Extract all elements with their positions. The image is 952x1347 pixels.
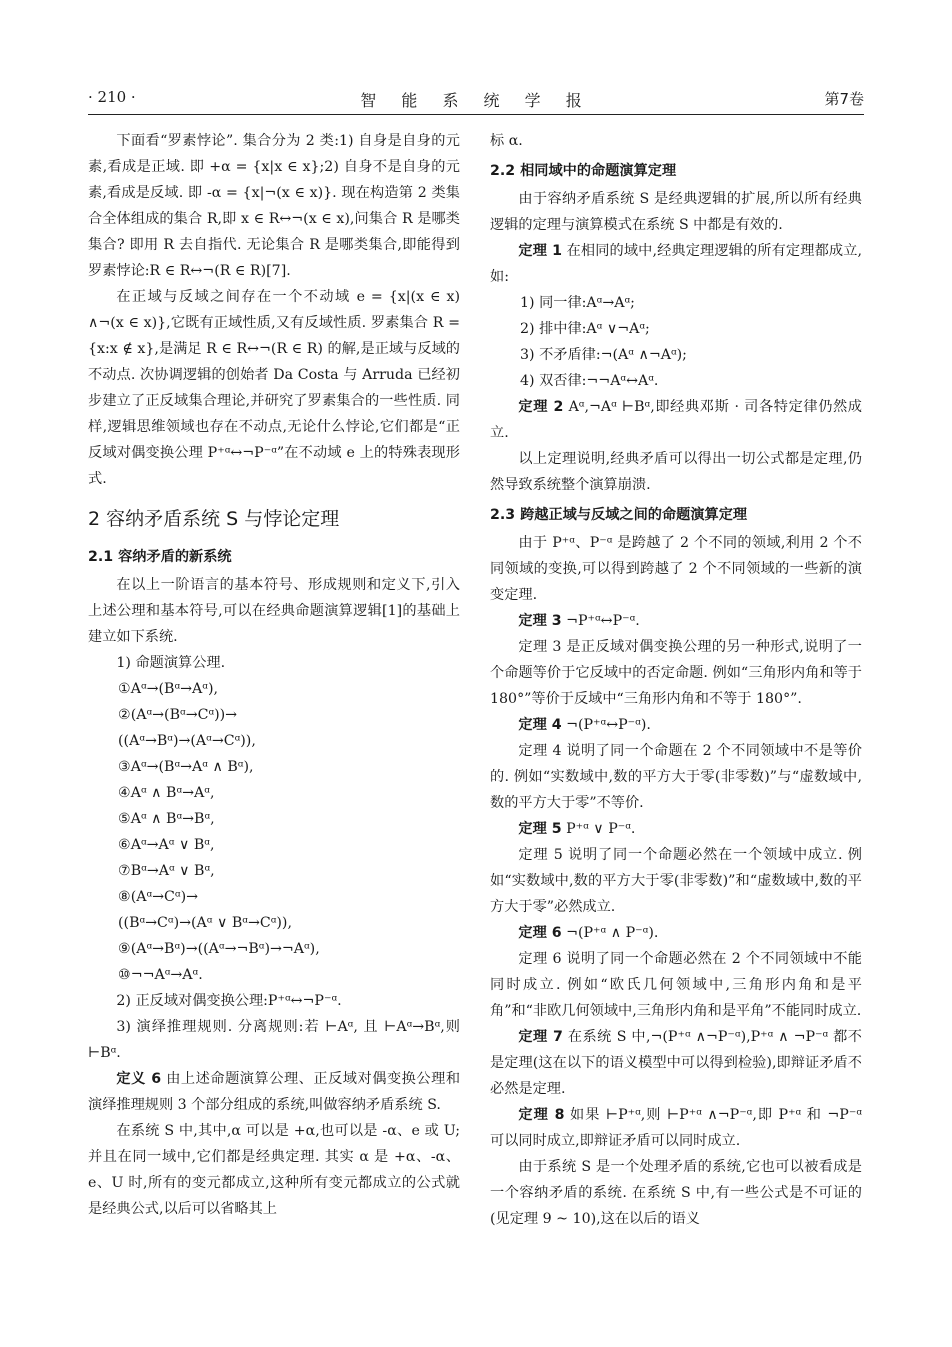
right-column: [490, 128, 862, 1232]
axiom-formula: ①Aᵅ→(Bᵅ→Aᵅ),: [118, 681, 219, 697]
theorem-label: 定理 5: [518, 821, 562, 837]
axiom-formula: ⑩¬¬Aᵅ→Aᵅ.: [118, 967, 203, 983]
left-column: [88, 128, 460, 1222]
paragraph: 定理 1 在相同的域中,经典定理逻辑的所有定理都成立,如:: [490, 243, 863, 285]
theorem-label: 定理 3: [518, 613, 562, 629]
paragraph: 定理 5 P⁺ᵅ ∨ P⁻ᵅ.: [518, 821, 636, 837]
header-rule: [88, 114, 864, 115]
page-header: [88, 88, 864, 110]
paragraph: 在正域与反域之间存在一个不动域 e = {x|(x ∈ x) ∧¬(x ∈ x)},它既有正域性质,又有反域性质. 罗素集合 R = {x:x ∉ x},是满足 R ∈ R↔¬(R ∈ R) 的解,是正域与反域的不动点. 次协调逻辑的创始者 Da Costa 与 Arruda 已经初步建立了正反域集合理论,并研究了罗素集合的一些性质. 同样,逻辑思维领域也存在不动点,无论什么悖论,它们都是“正反域对偶变换公理 P⁺ᵅ↔¬P⁻ᵅ”在不动域 e 上的特殊表现形式.: [88, 289, 460, 487]
paragraph: 定理 3 ¬P⁺ᵅ↔P⁻ᵅ.: [518, 613, 640, 629]
axiom-formula: ⑦Bᵅ→Aᵅ ∨ Bᵅ,: [118, 863, 215, 879]
paragraph: 3) 演绎推理规则. 分离规则:若 ⊢Aᵅ, 且 ⊢Aᵅ→Bᵅ,则 ⊢Bᵅ.: [88, 1019, 460, 1061]
paragraph: 以上定理说明,经典矛盾可以得出一切公式都是定理,仍然导致系统整个演算崩溃.: [490, 451, 862, 493]
section-heading: 2 容纳矛盾系统 S 与悖论定理: [88, 508, 340, 530]
theorem-law: 3) 不矛盾律:¬(Aᵅ ∧¬Aᵅ);: [520, 347, 687, 363]
theorem-label: 定理 4: [518, 717, 562, 733]
subsection-heading: 2.3 跨越正域与反域之间的命题演算定理: [490, 507, 748, 523]
theorem-law: 1) 同一律:Aᵅ→Aᵅ;: [520, 295, 635, 311]
paragraph: 定理 8 如果 ⊢P⁺ᵅ,则 ⊢P⁺ᵅ ∧¬P⁻ᵅ,即 P⁺ᵅ 和 ¬P⁻ᵅ 可以同时成立,即辩证矛盾可以同时成立.: [490, 1107, 862, 1149]
axiom-formula: ⑧(Aᵅ→Cᵅ)→: [118, 889, 199, 905]
theorem-law: 2) 排中律:Aᵅ ∨¬Aᵅ;: [520, 321, 650, 337]
paragraph: 定理 6 ¬(P⁺ᵅ ∧ P⁻ᵅ).: [518, 925, 659, 941]
paragraph: 定理 4 说明了同一个命题在 2 个不同领域中不是等价的. 例如“实数域中,数的平方大于零(非零数)”与“虚数域中,数的平方大于零”不等价.: [490, 743, 862, 811]
axiom-formula: ⑥Aᵅ→Aᵅ ∨ Bᵅ,: [118, 837, 215, 853]
paragraph: 下面看“罗素悖论”. 集合分为 2 类:1) 自身是自身的元素,看成是正域. 即 +α = {x|x ∈ x};2) 自身不是自身的元素,看成是反域. 即 -α = {x|¬(x ∈ x)}. 现在构造第 2 类集合全体组成的集合 R,即 x ∈ R↔¬(x ∈ x),问集合 R 是哪类集合? 即用 R 去自指代. 无论集合 R 是哪类集合,即能得到罗素悖论:R ∈ R↔¬(R ∈ R)[7].: [88, 133, 460, 279]
theorem-label: 定义 6: [116, 1071, 162, 1087]
paragraph: 由于系统 S 是一个处理矛盾的系统,它也可以被看成是一个容纳矛盾的系统. 在系统 S 中,有一些公式是不可证的(见定理 9 ~ 10),这在以后的语义: [490, 1159, 862, 1227]
paragraph: 在以上一阶语言的基本符号、形成规则和定义下,引入上述公理和基本符号,可以在经典命题演算逻辑[1]的基础上建立如下系统.: [88, 577, 460, 645]
paragraph: 定理 7 在系统 S 中,¬(P⁺ᵅ ∧¬P⁻ᵅ),P⁺ᵅ ∧ ¬P⁻ᵅ 都不是定理(这在以下的语义模型中可以得到检验),即辩证矛盾不必然是定理.: [490, 1029, 862, 1097]
theorem-label: 定理 7: [518, 1029, 563, 1045]
paragraph: 定理 6 说明了同一个命题必然在 2 个不同领域中不能同时成立. 例如“欧氏几何领域中,三角形内角和是平角”和“非欧几何领域中,三角形内角和是平角”不能同时成立.: [490, 951, 862, 1019]
theorem-label: 定理 8: [518, 1107, 565, 1123]
volume-label: 第7卷: [824, 90, 864, 108]
page-number: · 210 ·: [88, 88, 136, 106]
paragraph: 定理 4 ¬(P⁺ᵅ↔P⁻ᵅ).: [518, 717, 651, 733]
paragraph: 定义 6 由上述命题演算公理、正反域对偶变换公理和演绎推理规则 3 个部分组成的系统,叫做容纳矛盾系统 S.: [88, 1071, 461, 1113]
axiom-formula: ④Aᵅ ∧ Bᵅ→Aᵅ,: [118, 785, 215, 801]
paragraph: 定理 3 是正反域对偶变换公理的另一种形式,说明了一个命题等价于它反域中的否定命题. 例如“三角形内角和等于 180°”等价于反域中“三角形内角和不等于 180°”.: [490, 639, 862, 707]
axiom-formula: ((Aᵅ→Bᵅ)→(Aᵅ→Cᵅ)),: [118, 733, 256, 749]
theorem-label: 定理 2: [518, 399, 564, 415]
theorem-law: 4) 双否律:¬¬Aᵅ↔Aᵅ.: [520, 373, 659, 389]
subsection-heading: 2.2 相同域中的命题演算定理: [490, 163, 677, 179]
paragraph: 由于 P⁺ᵅ、P⁻ᵅ 是跨越了 2 个不同的领域,利用 2 个不同领域的变换,可以得到跨越了 2 个不同领域的一些新的演变定理.: [490, 535, 862, 603]
journal-title: 智 能 系 统 学 报: [360, 91, 592, 110]
axiom-formula: ⑨(Aᵅ→Bᵅ)→((Aᵅ→¬Bᵅ)→¬Aᵅ),: [118, 941, 320, 957]
paragraph: 由于容纳矛盾系统 S 是经典逻辑的扩展,所以所有经典逻辑的定理与演算模式在系统 S 中都是有效的.: [490, 191, 862, 233]
theorem-label: 定理 6: [518, 925, 562, 941]
paragraph: 定理 5 说明了同一个命题必然在一个领域中成立. 例如“实数域中,数的平方大于零(非零数)”和“虚数域中,数的平方大于零”必然成立.: [490, 847, 862, 915]
axiom-formula: ⑤Aᵅ ∧ Bᵅ→Bᵅ,: [118, 811, 215, 827]
axiom-formula: ③Aᵅ→(Bᵅ→Aᵅ ∧ Bᵅ),: [118, 759, 254, 775]
paragraph: 1) 命题演算公理.: [116, 655, 226, 671]
theorem-label: 定理 1: [518, 243, 562, 259]
subsection-heading: 2.1 容纳矛盾的新系统: [88, 549, 232, 565]
axiom-formula: ②(Aᵅ→(Bᵅ→Cᵅ))→: [118, 707, 238, 723]
paragraph: 2) 正反域对偶变换公理:P⁺ᵅ↔¬P⁻ᵅ.: [116, 993, 342, 1009]
paragraph: 定理 2 Aᵅ,¬Aᵅ ⊢Bᵅ,即经典邓斯 · 司各特定律仍然成立.: [490, 399, 862, 441]
paragraph: 在系统 S 中,其中,α 可以是 +α,也可以是 -α、e 或 U;并且在同一域中,它们都是经典定理. 其实 α 是 +α、-α、e、U 时,所有的变元都成立,这种所有变元都成立的公式就是经典公式,以后可以省略其上: [88, 1123, 460, 1217]
paragraph: 标 α.: [490, 133, 523, 149]
axiom-formula: ((Bᵅ→Cᵅ)→(Aᵅ ∨ Bᵅ→Cᵅ)),: [118, 915, 292, 931]
